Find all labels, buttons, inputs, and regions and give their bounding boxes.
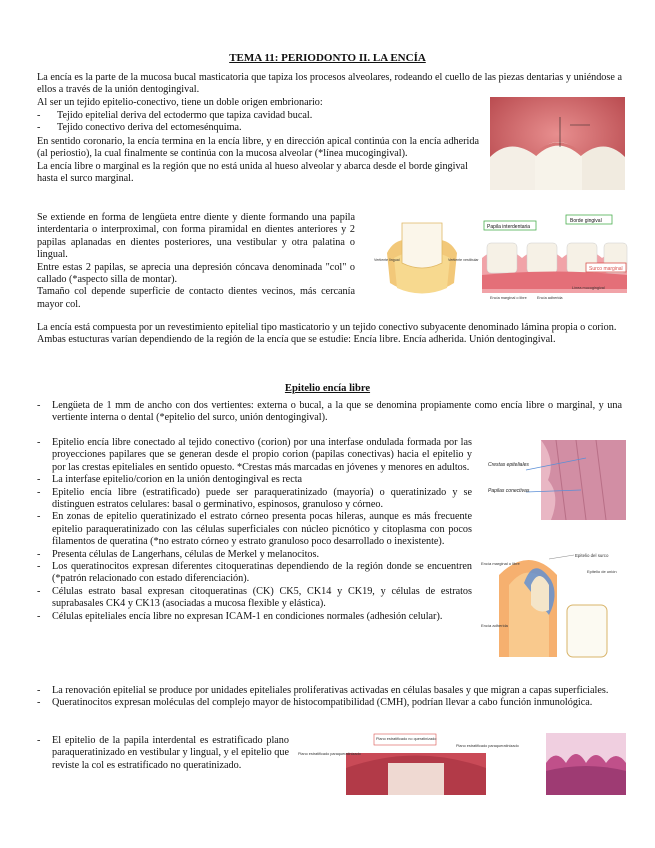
- para-ambas: Ambas estucturas varían dependiendo de la región de la encía que se estudie: Encía libre. Encía adherida. Unión dentogingival.: [37, 334, 556, 346]
- union-dentogingival-diagram: [479, 545, 626, 657]
- label-papilas-conectivas: Papilas conectivas: [488, 488, 530, 494]
- para-col: Entre estas 2 papilas, se aprecia una depresión cóncava denominada "col" o callado (*aspecto silla de montar).: [37, 261, 355, 286]
- label-borde: Borde gingival: [570, 218, 602, 224]
- papila-block: [37, 212, 355, 311]
- origin-list: [37, 110, 477, 135]
- label-encia-libre: Encía marginal o libre: [490, 296, 527, 300]
- intro-origin: Al ser un tejido epitelio-conectivo, tiene un doble origen embrionario:: [37, 96, 323, 108]
- section-title: Epitelio encía libre: [284, 383, 371, 394]
- crestas-histology-image: [486, 440, 626, 520]
- papila-histology-diagram: [296, 733, 541, 795]
- label-encia-marginal: Encía marginal o libre: [481, 561, 520, 566]
- label-paraqueratinizado-right: Plano estratificado paraqueratinizado: [456, 744, 519, 748]
- col-label-vestibular: Vertiente vestibular: [448, 258, 479, 262]
- label-encia-adherida-2: Encía adherida: [481, 623, 508, 628]
- intro-paragraph: La encía es la parte de la mucosa bucal masticatoria que tapiza los procesos alveolares, rodeando el cuello de las piezas dentarias y uniéndose a ellos a través de la unión dentogingival.: [37, 72, 622, 96]
- bullet-last: [37, 735, 289, 772]
- list-item: - La renovación epitelial se produce por unidades epiteliales proliferativas activadas en células basales y que migran a capas superficiales.: [37, 685, 622, 697]
- label-no-queratinizado: Plano estratificado no queratinizado: [376, 737, 437, 741]
- page-title: TEMA 11: PERIODONTO II. LA ENCÍA: [229, 52, 426, 64]
- para-libre-2: hasta el surco marginal.: [37, 173, 134, 185]
- col-label-lingual: Vertiente lingual: [374, 258, 400, 262]
- bullet-1: [37, 400, 622, 425]
- label-epitelio-surco: Epitelio del surco: [575, 553, 609, 558]
- coronal-block: [37, 136, 479, 186]
- label-paraqueratinizado-left: Plano estratificado paraqueratinizado: [298, 752, 361, 756]
- label-surco: Surco marginal: [589, 266, 623, 272]
- bullets-narrow-a: [37, 437, 472, 623]
- label-epitelio-union: Epitelio de unión: [587, 569, 617, 574]
- label-crestas: Crestas epiteliales: [488, 462, 529, 468]
- label-papila: Papila interdentaria: [487, 224, 531, 230]
- col-tooth-image: [372, 213, 479, 308]
- epithelium-photo-image: [546, 733, 626, 795]
- list-item: - Epitelio encía libre (estratificado) puede ser paraqueratinizado (mayoría) o queratinizado y se distinguen estratos celulares: basal o germinativo, espinosos, granuloso y córneo.: [37, 487, 472, 512]
- list-item: - Células epiteliales encía libre no expresan ICAM-1 en condiciones normales (adhesión celular).: [37, 611, 472, 623]
- label-linea: Línea mucogingival: [572, 286, 605, 290]
- list-item: - Presenta células de Langerhans, células de Merkel y melanocitos.: [37, 549, 472, 561]
- list-item: - La interfase epitelio/corion en la unión dentogingival es recta: [37, 474, 472, 486]
- list-item: - Lengüeta de 1 mm de ancho con dos vertientes: externa o bucal, a la que se denomina propiamente como encía libre o marginal, y una vertiente interna o dental (*epitelio del surco, unión dentogingival).: [37, 400, 622, 425]
- para-papila: Se extiende en forma de lengüeta entre diente y diente formando una papila interdentaria o interproximal, con forma piramidal en dientes anteriores y 2 papilas aplanadas en dientes posteriores, una vestibular y otra palatina o lingual.: [37, 212, 355, 261]
- list-item: - Células estrato basal expresan citoqueratinas (CK) CK5, CK14 y CK19, y células de estratos suprabasales CK4 y CK13 (asociadas a mucosa flexible y elástica).: [37, 586, 472, 611]
- list-item: - El epitelio de la papila interdental es estratificado plano paraqueratinizado en vestibular y lingual, y el epitelio que reviste la col es estratificado no queratinizado.: [37, 735, 289, 772]
- para-coronal: En sentido coronario, la encía termina en la encía libre, y en dirección apical continúa con la encía adherida (al periostio), la cual finalmente se continúa con la mucosa alveolar (*línea mucogingival).: [37, 136, 479, 160]
- list-item: - Queratinocitos expresan moléculas del complejo mayor de histocompatibilidad (CMH), podrían llevar a cabo función inmunológica.: [37, 697, 622, 709]
- list-item: - Tejido conectivo deriva del ectomesénquima.: [37, 122, 477, 134]
- para-tamano: Tamaño col depende superficie de contacto dientes vecinos, más cercanía mayor col.: [37, 286, 355, 310]
- composition-block: [37, 322, 622, 347]
- para-compuesta: La encía está compuesta por un revestimiento epitelial tipo masticatorio y un tejido conectivo subyacente denominado lámina propia o corion.: [37, 322, 617, 333]
- gum-photo-image: [490, 97, 625, 190]
- list-item: - Tejido epitelial deriva del ectodermo que tapiza cavidad bucal.: [37, 110, 477, 122]
- label-encia-adherida: Encía adherida: [537, 296, 563, 300]
- para-libre: La encía libre o marginal es la región que no está unida al hueso alveolar y abarca desde el borde gingival: [37, 160, 468, 172]
- bullets-wide: [37, 685, 622, 710]
- list-item: - Los queratinocitos expresan diferentes citoqueratinas dependiendo de la región donde se encuentren (*patrón relacionado con estado diferenciación).: [37, 561, 472, 586]
- list-item: - Epitelio encía libre conectado al tejido conectivo (corion) por una interfase ondulada formada por las proyecciones papilares que se generan desde el propio corion (papilas conectivas) hacia el epitelio y por las crestas epiteliales en sentido opuesto. *Crestas más marcadas en jóvenes y menores en adultos.: [37, 437, 472, 474]
- papila-diagram: [482, 213, 627, 308]
- list-item: - En zonas de epitelio queratinizado el estrato córneo presenta pocas hileras, aunque es más frecuente epitelio paraqueratinizado con las células superficiales con núcleo picnótico y citoplasma con pocos filamentos de queratina (*no estrato córneo y estrato granuloso poco desarrollado o inexistente).: [37, 511, 472, 548]
